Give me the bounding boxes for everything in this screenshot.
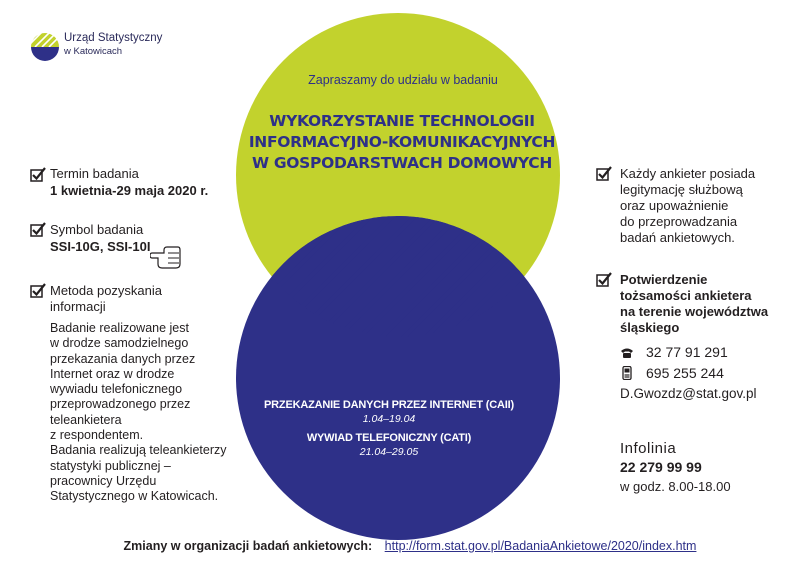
id-info bbox=[620, 166, 755, 246]
symbol-label: Symbol badania bbox=[50, 222, 144, 237]
mobile-number[interactable]: 695 255 244 bbox=[646, 365, 724, 381]
intro-text: Zapraszamy do udziału w badaniu bbox=[308, 73, 498, 87]
id-info-line: badań ankietowych. bbox=[620, 230, 735, 245]
survey-title bbox=[222, 111, 582, 174]
term-label: Termin badania bbox=[50, 166, 139, 181]
footer-link[interactable]: http://form.stat.gov.pl/BadaniaAnkietowe/2020/index.htm bbox=[384, 539, 697, 553]
logo-title: Urząd Statystyczny bbox=[64, 32, 163, 44]
mode-internet-dates: 1.04–19.04 bbox=[362, 413, 416, 425]
mode-phone: WYWIAD TELEFONICZNY (CATI) bbox=[306, 432, 472, 444]
logo-subtitle: w Katowicach bbox=[64, 46, 123, 57]
confirm-heading bbox=[620, 272, 768, 336]
symbol-value: SSI-10G, SSI-10I bbox=[50, 239, 151, 254]
method-text-line: Statystycznego w Katowicach. bbox=[50, 489, 219, 504]
id-info-line: Każdy ankieter posiada bbox=[620, 166, 756, 181]
phone-icon bbox=[620, 347, 634, 359]
checkbox-icon bbox=[30, 283, 46, 299]
id-info-line: legitymację służbową bbox=[620, 182, 743, 197]
method-text-line: wywiadu telefonicznego bbox=[50, 382, 183, 397]
method-text-line: teleankietera bbox=[50, 412, 122, 427]
checkbox-icon bbox=[30, 167, 46, 183]
mode-phone-dates: 21.04–29.05 bbox=[359, 446, 419, 458]
method-label-line: Metoda pozyskania bbox=[50, 283, 163, 298]
logo-icon bbox=[30, 30, 60, 64]
mode-internet: PRZEKAZANIE DANYCH PRZEZ INTERNET (CAII) bbox=[264, 399, 514, 411]
term-value: 1 kwietnia-29 maja 2020 r. bbox=[50, 183, 209, 198]
id-info-line: do przeprowadzania bbox=[620, 214, 738, 229]
infolinia-number[interactable]: 22 279 99 99 bbox=[620, 459, 702, 475]
method-text-line: Badania realizują teleankieterzy bbox=[50, 443, 227, 458]
checkbox-icon bbox=[30, 222, 46, 238]
phone-number[interactable]: 32 77 91 291 bbox=[646, 344, 728, 360]
id-info-line: oraz upoważnienie bbox=[620, 198, 729, 213]
checkbox-icon bbox=[596, 272, 612, 288]
confirm-line: śląskiego bbox=[620, 320, 680, 335]
email[interactable]: D.Gwozdz@stat.gov.pl bbox=[620, 386, 757, 401]
infolinia-hours: w godz. 8.00-18.00 bbox=[620, 479, 731, 494]
method-text-line: pracownicy Urzędu bbox=[50, 473, 157, 488]
confirm-line: na terenie województwa bbox=[620, 304, 769, 319]
title-line-1: WYKORZYSTANIE TECHNOLOGII bbox=[269, 112, 535, 130]
checkbox-icon bbox=[596, 166, 612, 182]
method-text-line: przekazania danych przez bbox=[50, 351, 196, 366]
method-label-line: informacji bbox=[50, 299, 106, 314]
title-line-2: INFORMACYJNO-KOMUNIKACYJNYCH bbox=[248, 133, 556, 151]
method-text-line: przeprowadzonego przez bbox=[50, 397, 191, 412]
confirm-line: Potwierdzenie bbox=[620, 272, 708, 287]
method-text-line: z respondentem. bbox=[50, 428, 144, 443]
mobile-phone-icon bbox=[622, 366, 632, 380]
logo bbox=[30, 28, 180, 68]
method-text-line: w drodze samodzielnego bbox=[50, 336, 189, 351]
pointing-hand-icon bbox=[150, 244, 184, 272]
title-line-3: W GOSPODARSTWACH DOMOWYCH bbox=[251, 154, 553, 172]
footer-label: Zmiany w organizacji badań ankietowych: bbox=[123, 539, 373, 553]
method-text-line: Badanie realizowane jest bbox=[50, 321, 189, 335]
method-description bbox=[50, 321, 270, 505]
infolinia-label: Infolinia bbox=[620, 440, 677, 457]
method-text-line: statystyki publicznej – bbox=[50, 458, 171, 473]
footer bbox=[60, 537, 760, 555]
method-text-line: Internet oraz w drodze bbox=[50, 366, 175, 381]
confirm-line: tożsamości ankietera bbox=[620, 288, 752, 303]
method-label bbox=[50, 283, 162, 315]
